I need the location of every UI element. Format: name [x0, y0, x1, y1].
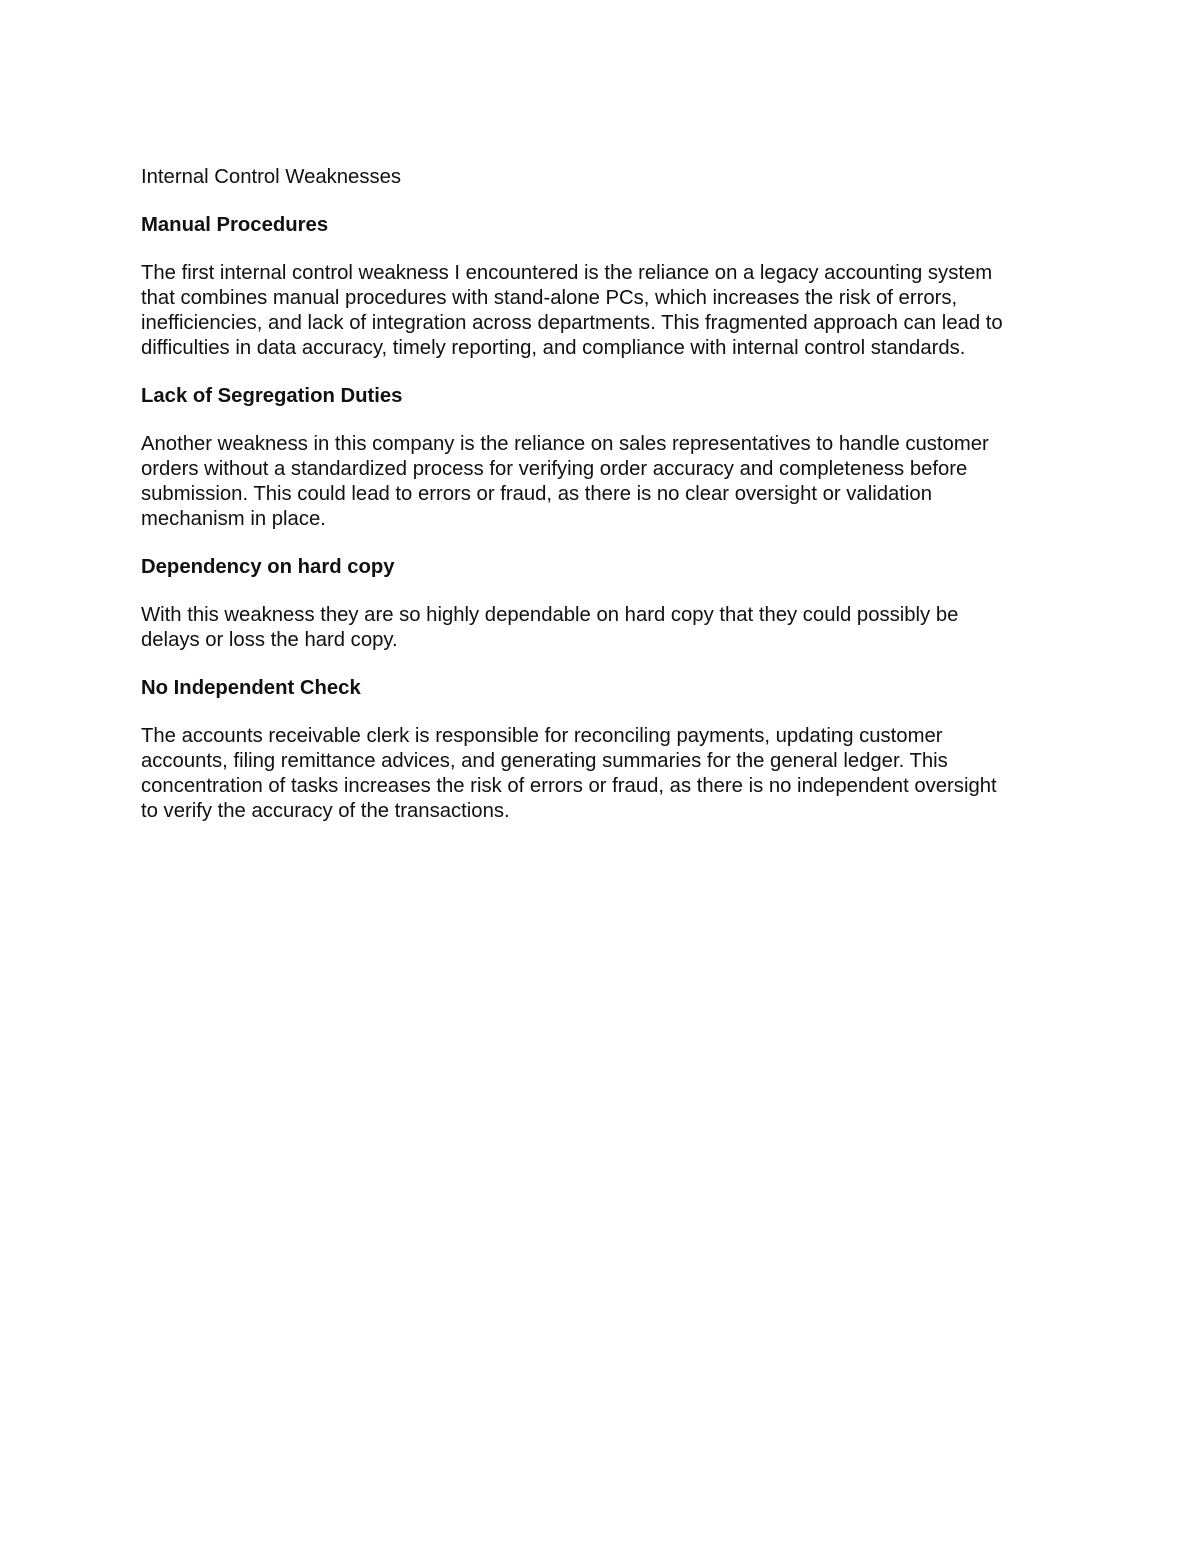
body-line: inefficiencies, and lack of integration across departments. This fragmented approach can lead to	[141, 312, 1003, 334]
document-content	[141, 165, 1071, 847]
body-line: delays or loss the hard copy.	[141, 629, 398, 651]
body-line: submission. This could lead to errors or fraud, as there is no clear oversight or validation	[141, 483, 932, 505]
body-line: orders without a standardized process for verifying order accuracy and completeness before	[141, 458, 968, 480]
section-body-dependency-on-hard-copy	[141, 603, 1071, 653]
body-line: accounts, filing remittance advices, and generating summaries for the general ledger. This	[141, 750, 948, 772]
section-heading-lack-of-segregation-duties: Lack of Segregation Duties	[141, 385, 403, 407]
body-line: The first internal control weakness I encountered is the reliance on a legacy accounting system	[141, 262, 993, 284]
section-heading-manual-procedures: Manual Procedures	[141, 214, 329, 236]
body-line: Another weakness in this company is the reliance on sales representatives to handle customer	[141, 433, 989, 455]
section-body-manual-procedures	[141, 261, 1071, 361]
section-heading-dependency-on-hard-copy: Dependency on hard copy	[141, 556, 395, 578]
section-heading-no-independent-check: No Independent Check	[141, 677, 361, 699]
document-title: Internal Control Weaknesses	[141, 166, 402, 188]
section-body-no-independent-check	[141, 724, 1071, 824]
body-line: difficulties in data accuracy, timely reporting, and compliance with internal control standards.	[141, 337, 966, 359]
body-line: concentration of tasks increases the risk of errors or fraud, as there is no independent oversight	[141, 775, 997, 797]
body-line: The accounts receivable clerk is responsible for reconciling payments, updating customer	[141, 725, 943, 747]
body-line: mechanism in place.	[141, 508, 326, 530]
section-body-lack-of-segregation-duties	[141, 432, 1071, 532]
body-line: that combines manual procedures with stand-alone PCs, which increases the risk of errors,	[141, 287, 958, 309]
body-line: to verify the accuracy of the transactions.	[141, 800, 510, 822]
body-line: With this weakness they are so highly dependable on hard copy that they could possibly be	[141, 604, 959, 626]
